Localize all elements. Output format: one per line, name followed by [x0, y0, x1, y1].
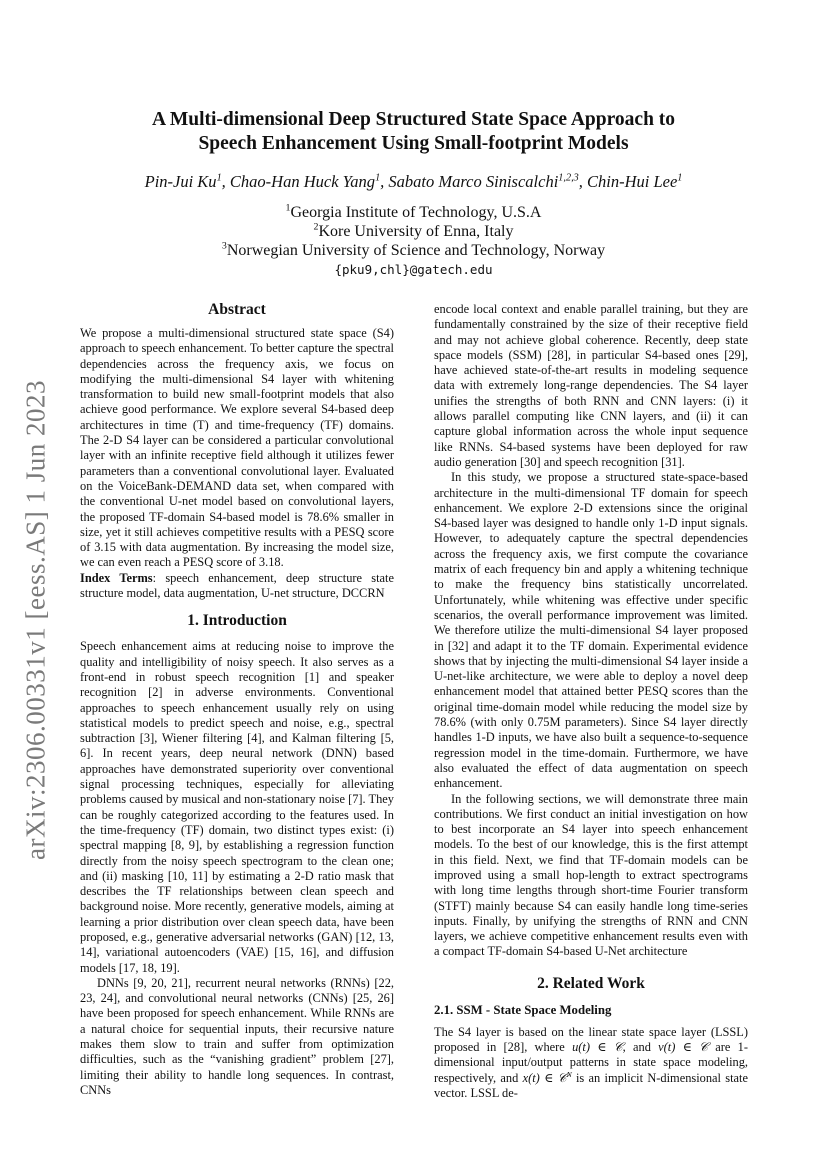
math-inline: x(t) ∈ 𝒞 [522, 1070, 567, 1085]
author-affil-mark: 1 [216, 172, 222, 184]
paper-title [100, 108, 727, 156]
intro-paragraph: DNNs [9, 20, 21], recurrent neural networks (RNNs) [22, 23, 24], and convolutional neural networks (CNNs) [25, 26] have been proposed for speech enhancement. While RNNs are a natural choice for sequential inputs, their recursive nature makes them slow to train and suffer from optimization difficulties, such as the “vanishing gradient” problem [27], limiting their ability to handle long sequences. In contrast, CNNs [80, 975, 394, 1097]
author-affil-mark: 1 [677, 172, 683, 184]
author-name: Chao-Han Huck Yang [229, 172, 376, 191]
author-affil-mark: 1,2,3 [558, 172, 579, 184]
right-column [434, 302, 748, 1101]
arxiv-sidebar-stamp [14, 360, 58, 880]
intro-paragraph: In the following sections, we will demonstrate three main contributions. We first conduct an initial investigation on how to best incorporate an S4 layer into speech enhancement models. To the best of our knowledge, this is the first attempt in this field. Next, we find that TF-domain models can be improved using a small hop-length to extract spectrograms with long time lengths through short-time Fourier transform (STFT) mainly because S4 can easily handle long time-series inputs. Finally, by unifying the strengths of RNN and CNN layers, we achieve competitive enhancement results even with a compact TF-domain S4-based U-Net architecture [434, 791, 748, 959]
author-name: Chin-Hui Lee [586, 172, 678, 191]
author-list: Pin-Jui Ku$^1$, Chao-Han Huck Yang$^1$, Sabato Marco Siniscalchi$^{1,2,3}$, Chin-Hui Lee$^1$ [144, 172, 683, 191]
math-superscript: N [566, 1069, 572, 1079]
abstract-heading: Abstract [208, 301, 266, 318]
abstract-text: We propose a multi-dimensional structured state space (S4) approach to speech enhancement. To better capture the spectral dependencies across the frequency axis, we focus on modifying the multi-dimensional S4 layer with whitening transformation to build new small-footprint models that also achieve good performance. We explore several S4-based deep architectures in time (T) and time-frequency (TF) domains. The 2-D S4 layer can be considered a particular convolutional layer with an infinite receptive field although it utilizes fewer parameters than a conventional convolutional layer. Evaluated on the VoiceBank-DEMAND data set, when compared with the conventional U-net model based on convolutional layers, the proposed TF-domain S4-based model is 78.6% smaller in size, yet it still achieves competitive results with a PESQ score of 3.15 with data augmentation. By increasing the model size, we can even reach a PESQ score of 3.18. [80, 326, 394, 570]
intro-paragraph: In this study, we propose a structured state-space-based architecture in the multi-dimensional TF domain for speech enhancement. We explore 2-D extensions since the original S4-based layer was designed to handle only 1-D input signals. However, to adequately capture the spectral dependencies across the frequency axis, we first compute the covariance matrix of each frequency bin and apply a whitening technique to make the frequency bins statistically uncorrelated. Unfortunately, while whitening was effective under specific scenarios, the overall performance improvement was limited. We therefore utilize the multi-dimensional S4 layer proposed in [32] and adapt it to the TF domain. Experimental evidence shows that by injecting the multi-dimensional S4 layer inside a U-net-like architecture, we were able to deploy a novel deep enhancement model that attained better PESQ scores than the original time-domain model while reducing the model size by 78.6% (with only 0.75M parameters). Since S4 layer directly handles 1-D inputs, we have also built a sequence-to-sequence regression model in the time-domain. Furthermore, we have also evaluated the effect of data augmentation on speech enhancement. [434, 470, 748, 791]
affiliation-block [120, 203, 707, 279]
contact-email: {pku9,chl}@gatech.edu [334, 262, 493, 277]
affil-text: Norwegian University of Science and Technology, Norway [226, 242, 606, 259]
affiliation [120, 241, 707, 260]
ssm-text: The S4 layer is based on the linear state space layer (LSSL) proposed in [28], where [434, 1024, 748, 1055]
author-name: Sabato Marco Siniscalchi [388, 172, 559, 191]
related-work-heading: 2. Related Work [537, 974, 645, 992]
ssm-text: , and [622, 1040, 659, 1055]
ssm-text: is an implicit N-dimensional state vector. LSSL de- [434, 1070, 748, 1100]
math-inline: v(t) ∈ 𝒞 [658, 1040, 709, 1055]
ssm-paragraph [434, 1025, 748, 1101]
index-terms [80, 571, 394, 602]
ssm-subsection-heading: 2.1. SSM - State Space Modeling [434, 1002, 612, 1017]
author-name: Pin-Jui Ku [144, 172, 217, 191]
arxiv-identifier: arXiv:2306.00331v1 [eess.AS] 1 Jun 2023 [20, 380, 51, 860]
affil-mark: 1 [285, 202, 291, 214]
affiliation [120, 203, 707, 222]
intro-heading: 1. Introduction [187, 612, 287, 630]
author-affil-mark: 1 [375, 172, 381, 184]
title-line-2: Speech Enhancement Using Small-footprint Models [198, 133, 629, 154]
affil-text: Kore University of Enna, Italy [318, 223, 514, 240]
ssm-text: are 1-dimensional input/output patterns in state space modeling, respectively, and [434, 1040, 748, 1085]
left-column [80, 300, 394, 1098]
affil-mark: 3 [221, 240, 227, 252]
title-line-1: A Multi-dimensional Deep Structured State Space Approach to [151, 109, 676, 130]
index-terms-text: : speech enhancement, deep structure state structure model, data augmentation, U-net structure, DCCRN [80, 570, 394, 601]
intro-paragraph-continued: encode local context and enable parallel training, but they are fundamentally constrained by the size of their receptive field and may not achieve global coherence. Recently, deep state space models (SSM) [28], in particular S4-based ones [29], have achieved state-of-the-art results in modeling sequence data with extremely long-range dependencies. The S4 layer unifies the strengths of both RNN and CNN layers: (i) it allows parallel computing like CNN layers, and (ii) it can capture global information across the whole input sequence like RNNs. S4-based systems have been deployed for raw audio generation [30] and speech recognition [31]. [434, 302, 748, 469]
intro-paragraph: Speech enhancement aims at reducing noise to improve the quality and intelligibility of noisy speech. It also serves as a front-end in robust speech recognition [1] and speaker recognition [2] in adverse environments. Conventional approaches to speech enhancement usually rely on using statistical models to predict speech and noise, e.g., spectral subtraction [3], Wiener filtering [4], and Kalman filtering [5, 6]. In recent years, deep neural network (DNN) based approaches have demonstrated superiority over conventional signal processing techniques, especially for alleviating problems caused by musical and non-stationary noise [7]. They can be roughly categorized according to the features used. In the time-frequency (TF) domain, two distinct types exist: (i) spectral mapping [8, 9], by establishing a regression function directly from the noisy speech spectrogram to the clean one; and (ii) masking [10, 11] by estimating a 2-D ratio mask that describes the TF relationships between clean speech and background noise. More recently, generative models, aiming at learning a prior distribution over clean speech data, have been proposed, e.g., generative adversarial networks (GAN) [12, 13, 14], variational autoencoders (VAE) [15, 16], and diffusion models [17, 18, 19]. [80, 639, 394, 975]
math-inline: u(t) ∈ 𝒞 [572, 1040, 623, 1055]
affil-text: Georgia Institute of Technology, U.S.A [290, 204, 542, 221]
index-terms-label: Index Terms [80, 570, 153, 585]
affiliation [120, 222, 707, 241]
affil-mark: 2 [313, 221, 319, 233]
